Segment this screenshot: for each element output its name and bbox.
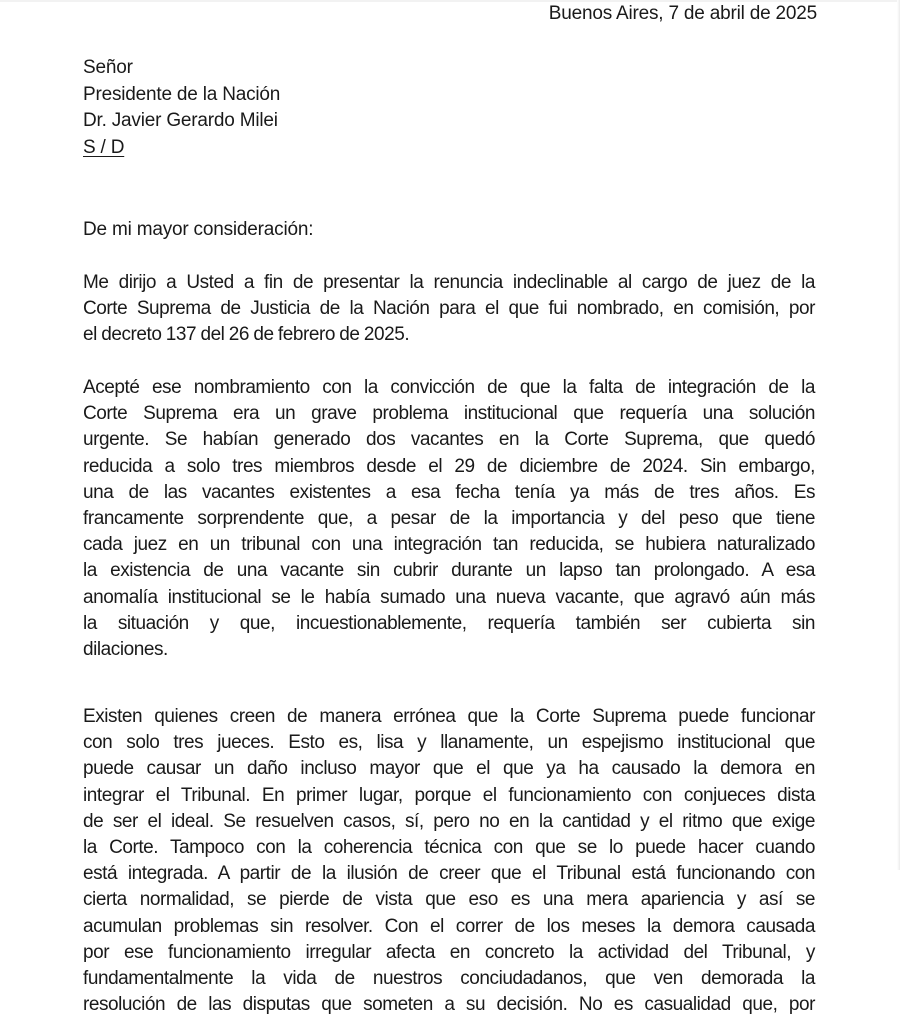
- paragraph-line: anomalía institucional se le había sumado una nueva vacante, que agravó aún más: [83, 586, 815, 608]
- paragraph-line: de ser el ideal. Se resuelven casos, sí, pero no en la cantidad y el ritmo que exige: [83, 810, 815, 832]
- paragraph-line: cierta normalidad, se pierde de vista que eso es una mera apariencia y así se: [83, 889, 815, 911]
- paragraph-line: reducida a solo tres miembros desde el 29 de diciembre de 2024. Sin embargo,: [83, 455, 815, 477]
- paragraph-line: urgente. Se habían generado dos vacantes en la Corte Suprema, que quedó: [83, 429, 815, 451]
- paragraph-2: [83, 375, 815, 663]
- paragraph-3: [83, 704, 815, 1018]
- addressee-sd: S / D: [83, 136, 125, 158]
- paragraph-line: la existencia de una vacante sin cubrir durante un lapso tan prolongado. A esa: [83, 560, 815, 582]
- addressee-title: Señor: [83, 57, 133, 78]
- paragraph-line: Existen quienes creen de manera errónea que la Corte Suprema puede funcionar: [83, 706, 815, 727]
- paragraph-line: cada juez en un tribunal con una integración tan reducida, se hubiera naturalizado: [83, 534, 815, 556]
- paragraph-line: resolución de las disputas que someten a su decisión. No es casualidad que, por: [83, 994, 815, 1016]
- addressee-name: Dr. Javier Gerardo Milei: [83, 110, 278, 131]
- paragraph-line: por ese funcionamiento irregular afecta en concreto la actividad del Tribunal, y: [83, 941, 815, 963]
- date-line: Buenos Aires, 7 de abril de 2025: [548, 3, 817, 24]
- addressee-block: [83, 55, 280, 161]
- paragraph-line: el decreto 137 del 26 de febrero de 2025.: [83, 324, 410, 346]
- paragraph-line: puede causar un daño incluso mayor que el que ya ha causado la demora en: [83, 758, 815, 780]
- paragraph-line: Corte Suprema era un grave problema institucional que requería una solución: [83, 403, 815, 425]
- paragraph-line: fundamentalmente la vida de nuestros conciudadanos, que ven demorada la: [83, 967, 815, 989]
- paragraph-line: francamente sorprendente que, a pesar de la importancia y del peso que tiene: [83, 507, 815, 529]
- paragraph-line: la Corte. Tampoco con la coherencia técnica con que se lo puede hacer cuando: [83, 836, 815, 858]
- paragraph-line: dilaciones.: [83, 638, 168, 660]
- paragraph-line: integrar el Tribunal. En primer lugar, porque el funcionamiento con conjueces dista: [83, 784, 815, 806]
- paragraph-line: Corte Suprema de Justicia de la Nación para el que fui nombrado, en comisión, por: [83, 298, 815, 320]
- paragraph-line: acumulan problemas sin resolver. Con el correr de los meses la demora causada: [83, 915, 815, 937]
- paragraph-line: una de las vacantes existentes a esa fecha tenía ya más de tres años. Es: [83, 481, 815, 503]
- salutation: De mi mayor consideración:: [83, 219, 314, 240]
- paragraph-line: Acepté ese nombramiento con la convicción de que la falta de integración de la: [83, 377, 815, 398]
- addressee-position: Presidente de la Nación: [83, 83, 281, 105]
- paragraph-line: Me dirijo a Usted a fin de presentar la renuncia indeclinable al cargo de juez de la: [83, 272, 815, 293]
- paragraph-1: [83, 270, 815, 349]
- paragraph-line: está integrada. A partir de la ilusión de creer que el Tribunal está funcionando con: [83, 863, 815, 885]
- paragraph-line: con solo tres jueces. Esto es, lisa y llanamente, un espejismo institucional que: [83, 732, 815, 754]
- paragraph-line: la situación y que, incuestionablemente, requería también ser cubierta sin: [83, 612, 815, 634]
